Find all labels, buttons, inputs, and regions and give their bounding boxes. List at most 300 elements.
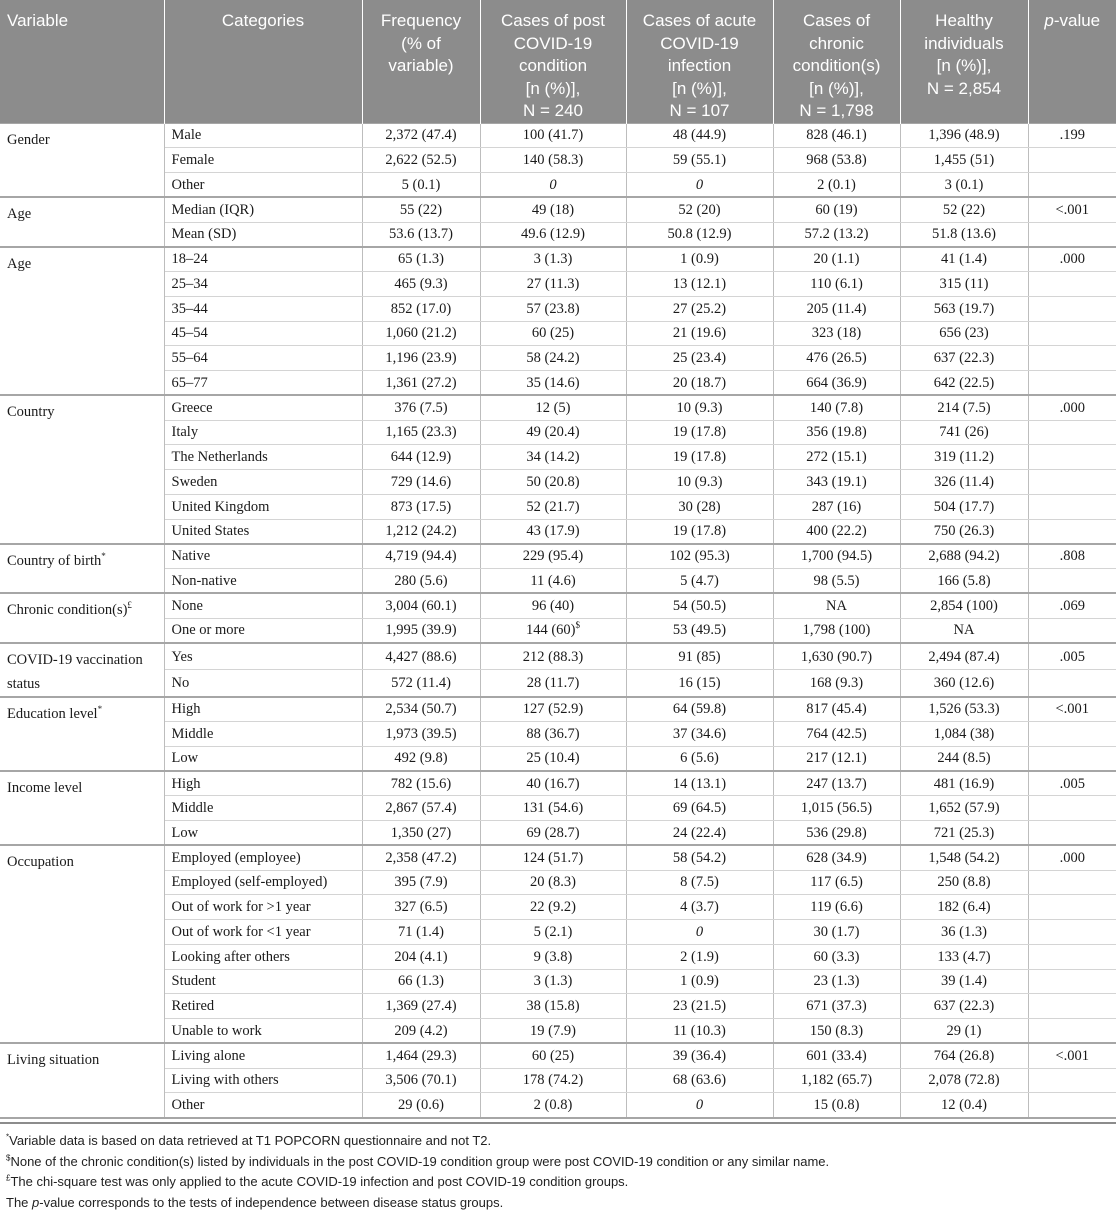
p-value: .069: [1060, 598, 1085, 614]
table-row: [0, 593, 1116, 618]
post-value: 2 (0.8): [534, 1097, 573, 1113]
healthy-cell: [900, 969, 1028, 994]
variable-label: Education level: [7, 706, 98, 722]
post-value: 140 (58.3): [523, 152, 583, 168]
freq-cell: [362, 296, 480, 321]
chronic-cell: [773, 247, 900, 272]
freq-value: 29 (0.6): [398, 1097, 444, 1113]
table-row: [0, 371, 1116, 396]
chronic-cell: [773, 272, 900, 297]
acute-value: 91 (85): [678, 649, 720, 665]
post-cell: [480, 296, 626, 321]
variable-cell: [0, 697, 164, 771]
healthy-cell: [900, 618, 1028, 643]
footnote-mark: *: [98, 704, 103, 714]
table-row: [0, 994, 1116, 1019]
healthy-cell: [900, 845, 1028, 870]
freq-cell: [362, 247, 480, 272]
header-post-title: Cases of post COVID-19 condition: [501, 11, 605, 75]
p-cell: [1028, 123, 1116, 148]
acute-cell: [626, 569, 773, 594]
footnote-2: [6, 1152, 829, 1173]
freq-cell: [362, 148, 480, 173]
acute-cell: [626, 969, 773, 994]
p-cell: [1028, 722, 1116, 747]
p-cell: [1028, 569, 1116, 594]
chronic-value: 205 (11.4): [807, 301, 867, 317]
p-cell: [1028, 870, 1116, 895]
variable-label: Income level: [7, 780, 82, 796]
category-cell: 65–77: [164, 371, 362, 396]
post-value: 11 (4.6): [530, 573, 575, 589]
healthy-value: 642 (22.5): [934, 375, 994, 391]
chronic-cell: [773, 371, 900, 396]
healthy-cell: [900, 321, 1028, 346]
post-value: 12 (5): [535, 400, 570, 416]
chronic-value: 323 (18): [812, 325, 862, 341]
chronic-value: 601 (33.4): [806, 1048, 866, 1064]
post-value: 178 (74.2): [523, 1072, 583, 1088]
acute-cell: [626, 944, 773, 969]
table-row: [0, 920, 1116, 945]
freq-value: 1,350 (27): [391, 825, 451, 841]
post-value: 50 (20.8): [526, 474, 579, 490]
healthy-value: 750 (26.3): [934, 523, 994, 539]
freq-cell: [362, 1068, 480, 1093]
acute-cell: [626, 722, 773, 747]
acute-value: 11 (10.3): [673, 1023, 726, 1039]
post-cell: [480, 197, 626, 222]
p-cell: [1028, 920, 1116, 945]
chronic-value: 536 (29.8): [806, 825, 866, 841]
acute-value: 2 (1.9): [680, 949, 719, 965]
acute-value: 21 (19.6): [673, 325, 726, 341]
p-value: .000: [1060, 850, 1085, 866]
acute-cell: [626, 1019, 773, 1044]
p-value: .000: [1060, 400, 1085, 416]
post-value: 100 (41.7): [523, 127, 583, 143]
healthy-value: 637 (22.3): [934, 350, 994, 366]
category-cell: Student: [164, 969, 362, 994]
freq-value: 1,212 (24.2): [385, 523, 456, 539]
freq-cell: [362, 197, 480, 222]
chronic-cell: [773, 222, 900, 247]
category-cell: Low: [164, 746, 362, 771]
header-pvalue-p: p: [1044, 11, 1053, 30]
post-value: 144 (60): [526, 622, 576, 638]
post-cell: [480, 920, 626, 945]
chronic-value: 30 (1.7): [814, 924, 860, 940]
freq-cell: [362, 470, 480, 495]
variable-label: Gender: [7, 132, 50, 148]
acute-cell: [626, 845, 773, 870]
header-acute-covid: [626, 0, 773, 123]
post-cell: [480, 670, 626, 697]
variable-cell: [0, 593, 164, 643]
healthy-cell: [900, 697, 1028, 722]
post-value: 38 (15.8): [526, 998, 579, 1014]
variable-label: Occupation: [7, 854, 74, 870]
category-cell: Middle: [164, 722, 362, 747]
acute-value: 0: [696, 177, 703, 193]
category-cell: Male: [164, 123, 362, 148]
chronic-value: 60 (19): [815, 202, 857, 218]
healthy-value: 41 (1.4): [941, 251, 987, 267]
table-row: [0, 722, 1116, 747]
healthy-value: 319 (11.2): [934, 449, 994, 465]
chronic-cell: [773, 445, 900, 470]
chronic-cell: [773, 544, 900, 569]
footnote-1: [6, 1131, 829, 1152]
chronic-value: 140 (7.8): [810, 400, 863, 416]
table-row: [0, 969, 1116, 994]
freq-value: 2,534 (50.7): [385, 701, 456, 717]
table-row: [0, 123, 1116, 148]
acute-cell: [626, 470, 773, 495]
healthy-cell: [900, 296, 1028, 321]
freq-value: 376 (7.5): [394, 400, 447, 416]
chronic-cell: [773, 796, 900, 821]
p-cell: [1028, 969, 1116, 994]
footnote-1-text: Variable data is based on data retrieved at T1 POPCORN questionnaire and not T2.: [9, 1133, 491, 1148]
healthy-value: 1,548 (54.2): [928, 850, 999, 866]
freq-value: 204 (4.1): [394, 949, 447, 965]
variable-cell: [0, 123, 164, 197]
acute-value: 20 (18.7): [673, 375, 726, 391]
acute-value: 68 (63.6): [673, 1072, 726, 1088]
footnote-mark: £: [127, 600, 132, 610]
healthy-value: NA: [954, 622, 975, 638]
healthy-cell: [900, 346, 1028, 371]
acute-cell: [626, 222, 773, 247]
category-cell: The Netherlands: [164, 445, 362, 470]
chronic-value: 356 (19.8): [806, 424, 866, 440]
chronic-cell: [773, 420, 900, 445]
freq-cell: [362, 321, 480, 346]
category-cell: High: [164, 771, 362, 796]
category-cell: Greece: [164, 395, 362, 420]
acute-value: 19 (17.8): [673, 424, 726, 440]
freq-cell: [362, 420, 480, 445]
post-cell: [480, 470, 626, 495]
healthy-value: 563 (19.7): [934, 301, 994, 317]
acute-cell: [626, 123, 773, 148]
chronic-cell: [773, 1093, 900, 1118]
acute-value: 1 (0.9): [680, 973, 719, 989]
post-cell: [480, 395, 626, 420]
post-cell: [480, 821, 626, 846]
category-cell: 25–34: [164, 272, 362, 297]
post-cell: [480, 1068, 626, 1093]
freq-value: 1,060 (21.2): [385, 325, 456, 341]
post-value: 88 (36.7): [526, 726, 579, 742]
acute-cell: [626, 593, 773, 618]
header-chronic-unit: [n (%)],: [809, 79, 864, 98]
freq-value: 209 (4.2): [394, 1023, 447, 1039]
freq-cell: [362, 670, 480, 697]
p-cell: [1028, 519, 1116, 544]
healthy-value: 244 (8.5): [937, 750, 990, 766]
healthy-cell: [900, 643, 1028, 670]
healthy-cell: [900, 173, 1028, 198]
acute-cell: [626, 1068, 773, 1093]
healthy-value: 3 (0.1): [945, 177, 984, 193]
acute-cell: [626, 296, 773, 321]
post-cell: [480, 494, 626, 519]
chronic-cell: [773, 697, 900, 722]
healthy-cell: [900, 1019, 1028, 1044]
footnote-3: [6, 1172, 829, 1193]
post-cell: [480, 148, 626, 173]
p-cell: [1028, 944, 1116, 969]
table-row: [0, 771, 1116, 796]
category-cell: Other: [164, 173, 362, 198]
footnote-3-mark: £: [6, 1174, 10, 1183]
p-cell: [1028, 321, 1116, 346]
p-cell: [1028, 494, 1116, 519]
category-cell: 45–54: [164, 321, 362, 346]
healthy-cell: [900, 371, 1028, 396]
freq-value: 465 (9.3): [394, 276, 447, 292]
chronic-cell: [773, 296, 900, 321]
chronic-value: 217 (12.1): [806, 750, 866, 766]
header-pvalue-suffix: -value: [1054, 11, 1100, 30]
post-value: 25 (10.4): [526, 750, 579, 766]
post-value: 49 (20.4): [526, 424, 579, 440]
post-value: 69 (28.7): [526, 825, 579, 841]
table-header: [0, 0, 1116, 123]
chronic-value: 272 (15.1): [806, 449, 866, 465]
freq-value: 1,995 (39.9): [385, 622, 456, 638]
header-post-n: N = 240: [523, 101, 583, 120]
p-cell: [1028, 296, 1116, 321]
post-value: 9 (3.8): [534, 949, 573, 965]
post-value: 58 (24.2): [526, 350, 579, 366]
healthy-value: 326 (11.4): [934, 474, 994, 490]
header-pvalue: [1028, 0, 1116, 123]
healthy-value: 12 (0.4): [941, 1097, 987, 1113]
table-row: [0, 395, 1116, 420]
acute-value: 48 (44.9): [673, 127, 726, 143]
category-cell: Out of work for <1 year: [164, 920, 362, 945]
table-row: [0, 544, 1116, 569]
header-variable: Variable: [0, 0, 164, 123]
chronic-cell: [773, 670, 900, 697]
header-healthy: [900, 0, 1028, 123]
freq-cell: [362, 593, 480, 618]
category-cell: High: [164, 697, 362, 722]
chronic-value: 764 (42.5): [806, 726, 866, 742]
chronic-value: 1,182 (65.7): [801, 1072, 872, 1088]
healthy-value: 250 (8.8): [937, 874, 990, 890]
chronic-value: 168 (9.3): [810, 675, 863, 691]
category-cell: Yes: [164, 643, 362, 670]
freq-value: 1,361 (27.2): [385, 375, 456, 391]
category-cell: Low: [164, 821, 362, 846]
healthy-cell: [900, 870, 1028, 895]
category-cell: Unable to work: [164, 1019, 362, 1044]
variable-cell: [0, 771, 164, 845]
post-value: 3 (1.3): [534, 973, 573, 989]
freq-value: 1,973 (39.5): [385, 726, 456, 742]
freq-cell: [362, 944, 480, 969]
chronic-cell: [773, 944, 900, 969]
post-cell: [480, 722, 626, 747]
table-row: [0, 272, 1116, 297]
chronic-cell: [773, 197, 900, 222]
acute-cell: [626, 321, 773, 346]
p-cell: [1028, 771, 1116, 796]
variable-cell: [0, 544, 164, 594]
post-value: 49 (18): [532, 202, 574, 218]
healthy-cell: [900, 1068, 1028, 1093]
variable-cell: [0, 197, 164, 247]
acute-cell: [626, 247, 773, 272]
post-cell: [480, 1043, 626, 1068]
freq-value: 572 (11.4): [391, 675, 451, 691]
p-value: .000: [1060, 251, 1085, 267]
chronic-value: 1,798 (100): [803, 622, 871, 638]
acute-cell: [626, 670, 773, 697]
healthy-cell: [900, 920, 1028, 945]
acute-value: 102 (95.3): [669, 548, 729, 564]
p-cell: [1028, 371, 1116, 396]
acute-cell: [626, 346, 773, 371]
acute-value: 23 (21.5): [673, 998, 726, 1014]
post-cell: [480, 1019, 626, 1044]
acute-cell: [626, 697, 773, 722]
chronic-cell: [773, 1068, 900, 1093]
acute-cell: [626, 420, 773, 445]
acute-value: 10 (9.3): [677, 474, 723, 490]
variable-label: Age: [7, 256, 31, 272]
acute-value: 53 (49.5): [673, 622, 726, 638]
chronic-value: 1,630 (90.7): [801, 649, 872, 665]
category-cell: Out of work for >1 year: [164, 895, 362, 920]
healthy-cell: [900, 994, 1028, 1019]
header-healthy-unit: [n (%)],: [937, 56, 992, 75]
table-row: [0, 670, 1116, 697]
freq-cell: [362, 697, 480, 722]
healthy-value: 39 (1.4): [941, 973, 987, 989]
post-value: 229 (95.4): [523, 548, 583, 564]
acute-cell: [626, 618, 773, 643]
healthy-value: 133 (4.7): [937, 949, 990, 965]
table-row: [0, 420, 1116, 445]
healthy-value: 182 (6.4): [937, 899, 990, 915]
acute-value: 16 (15): [678, 675, 720, 691]
acute-value: 4 (3.7): [680, 899, 719, 915]
post-value: 96 (40): [532, 598, 574, 614]
variable-label: Age: [7, 206, 31, 222]
chronic-value: 476 (26.5): [806, 350, 866, 366]
acute-cell: [626, 544, 773, 569]
freq-cell: [362, 618, 480, 643]
healthy-cell: [900, 1043, 1028, 1068]
footnote-3-text: The chi-square test was only applied to the acute COVID-19 infection and post COVID-19 condition groups.: [10, 1174, 628, 1189]
freq-value: 55 (22): [400, 202, 442, 218]
p-cell: [1028, 593, 1116, 618]
chronic-value: 57.2 (13.2): [804, 226, 868, 242]
acute-cell: [626, 870, 773, 895]
freq-cell: [362, 1093, 480, 1118]
p-value: <.001: [1055, 1048, 1089, 1064]
p-cell: [1028, 420, 1116, 445]
chronic-cell: [773, 994, 900, 1019]
table-row: [0, 519, 1116, 544]
table-footnotes: [6, 1131, 829, 1213]
table-row: [0, 895, 1116, 920]
chronic-value: 968 (53.8): [806, 152, 866, 168]
acute-value: 6 (5.6): [680, 750, 719, 766]
freq-cell: [362, 643, 480, 670]
table-row: [0, 247, 1116, 272]
chronic-value: NA: [826, 598, 847, 614]
p-cell: [1028, 470, 1116, 495]
category-cell: Living with others: [164, 1068, 362, 1093]
category-cell: Retired: [164, 994, 362, 1019]
acute-cell: [626, 371, 773, 396]
chronic-cell: [773, 1019, 900, 1044]
chronic-value: 817 (45.4): [806, 701, 866, 717]
p-cell: [1028, 643, 1116, 670]
healthy-cell: [900, 148, 1028, 173]
table-row: [0, 1093, 1116, 1118]
chronic-cell: [773, 746, 900, 771]
header-post-covid: [480, 0, 626, 123]
chronic-cell: [773, 346, 900, 371]
healthy-value: 166 (5.8): [937, 573, 990, 589]
healthy-value: 360 (12.6): [934, 675, 994, 691]
post-cell: [480, 247, 626, 272]
freq-value: 2,372 (47.4): [385, 127, 456, 143]
category-cell: United States: [164, 519, 362, 544]
acute-cell: [626, 920, 773, 945]
acute-cell: [626, 445, 773, 470]
freq-value: 2,358 (47.2): [385, 850, 456, 866]
post-cell: [480, 697, 626, 722]
healthy-value: 29 (1): [946, 1023, 981, 1039]
p-cell: [1028, 148, 1116, 173]
p-value: .808: [1060, 548, 1085, 564]
table-row: [0, 321, 1116, 346]
post-cell: [480, 643, 626, 670]
footnote-4-post: -value corresponds to the tests of independence between disease status groups.: [39, 1195, 503, 1210]
category-cell: 35–44: [164, 296, 362, 321]
table-row: [0, 821, 1116, 846]
acute-value: 54 (50.5): [673, 598, 726, 614]
healthy-cell: [900, 944, 1028, 969]
acute-cell: [626, 494, 773, 519]
table-row: [0, 470, 1116, 495]
header-acute-n: N = 107: [669, 101, 729, 120]
p-cell: [1028, 395, 1116, 420]
variable-label: Country of birth: [7, 553, 101, 569]
acute-cell: [626, 519, 773, 544]
healthy-cell: [900, 796, 1028, 821]
chronic-cell: [773, 643, 900, 670]
variable-cell: [0, 643, 164, 697]
freq-cell: [362, 796, 480, 821]
p-cell: [1028, 821, 1116, 846]
footnote-1-mark: *: [6, 1133, 9, 1142]
post-cell: [480, 593, 626, 618]
post-cell: [480, 771, 626, 796]
freq-cell: [362, 895, 480, 920]
post-value: 57 (23.8): [526, 301, 579, 317]
post-cell: [480, 519, 626, 544]
post-value: 127 (52.9): [523, 701, 583, 717]
